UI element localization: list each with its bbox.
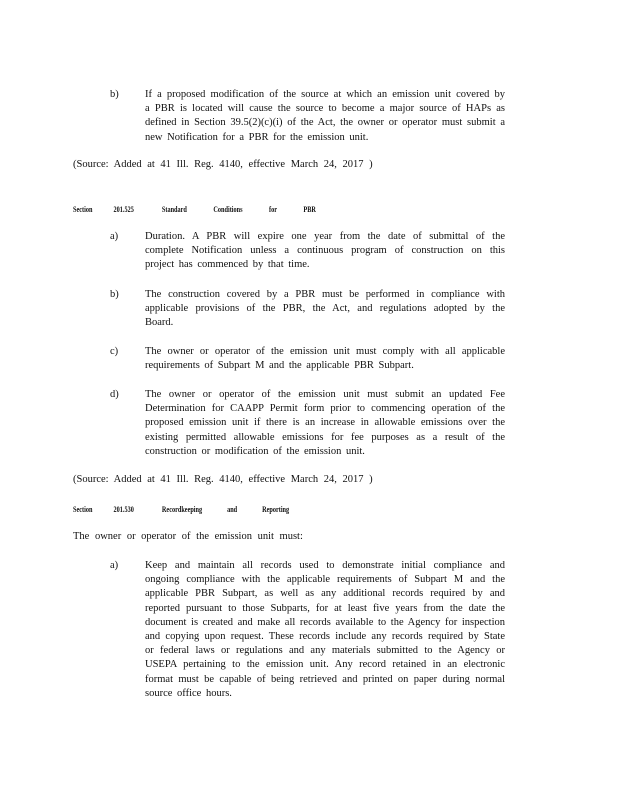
- item-marker: d): [110, 389, 119, 400]
- item-marker: c): [110, 346, 119, 357]
- section-heading: [73, 204, 316, 216]
- item-marker: a): [110, 560, 119, 571]
- section-title: Standard Conditions for PBR: [161, 205, 316, 214]
- section-number: 201.525: [113, 205, 134, 214]
- section-title: Recordkeeping and Reporting: [161, 505, 290, 514]
- source-note: (Source: Added at 41 Ill. Reg. 4140, effective March 24, 2017 ): [73, 159, 373, 170]
- section-heading: [73, 504, 289, 516]
- item-marker: b): [110, 289, 119, 300]
- item-marker: a): [110, 231, 119, 242]
- item-text: Keep and maintain all records used to demonstrate initial compliance and ongoing compliance with the applicable requirements of Subpart M and the applicable PBR Subpart, as well as any additional records required by and reported pursuant to those Subparts, for at least five years from the date the document is created and make all records available to the Agency for inspection and copying upon request. These records include any records required by State or federal laws or regulations and any materials submitted to the Agency or USEPA pertaining to the emission unit. Any record retained in an electronic format must be capable of being retrieved and printed on paper during normal source office hours.: [145, 560, 505, 699]
- item-text: The owner or operator of the emission unit must submit an updated Fee Determination for CAAPP Permit form prior to commencing operation of the proposed emission unit if there is an increase in allowable emissions over the existing permitted allowable emissions for fee purposes as a result of the construction or modification of the emission unit.: [145, 389, 505, 457]
- section-label: Section: [73, 505, 93, 514]
- item-text: Duration. A PBR will expire one year from the date of submittal of the complete Notification unless a continuous program of construction on this project has commenced by that time.: [145, 231, 505, 271]
- section-label: Section: [73, 205, 93, 214]
- intro-text: The owner or operator of the emission unit must:: [73, 531, 303, 542]
- section-number: 201.530: [113, 505, 134, 514]
- item-text: The owner or operator of the emission unit must comply with all applicable requirements of Subpart M and the applicable PBR Subpart.: [145, 346, 505, 372]
- item-marker: b): [110, 89, 119, 100]
- source-note: (Source: Added at 41 Ill. Reg. 4140, effective March 24, 2017 ): [73, 474, 373, 485]
- item-text: If a proposed modification of the source at which an emission unit covered by a PBR is located will cause the source to become a major source of HAPs as defined in Section 39.5(2)(c)(i) of the Act, the owner or operator must submit a new Notification for a PBR for the emission unit.: [145, 89, 505, 143]
- item-text: The construction covered by a PBR must be performed in compliance with applicable provisions of the PBR, the Act, and regulations adopted by the Board.: [145, 289, 505, 329]
